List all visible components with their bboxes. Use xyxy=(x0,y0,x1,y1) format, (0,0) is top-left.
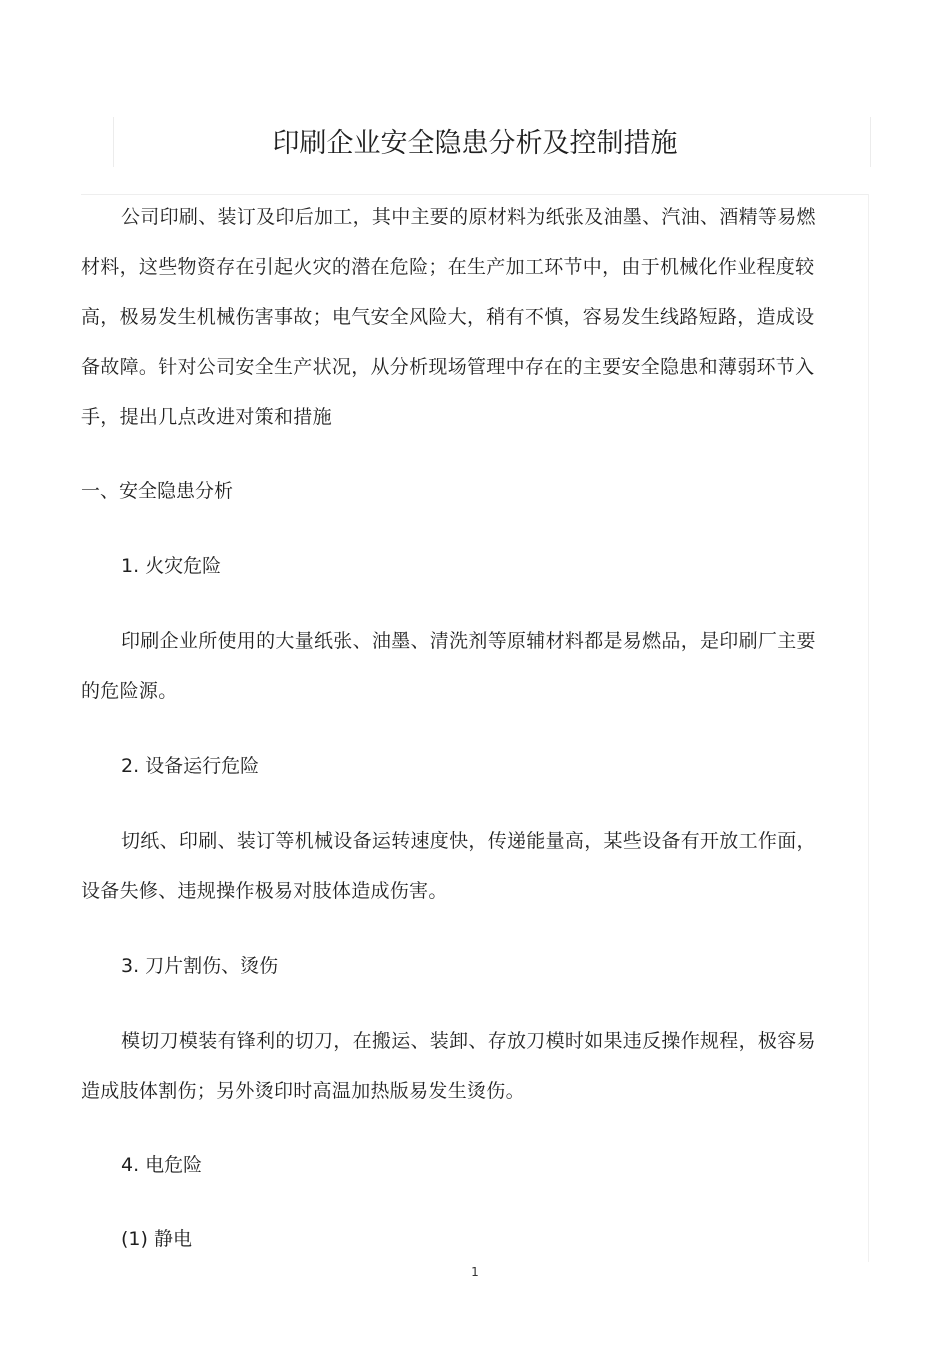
item-text-fire: 印刷企业所使用的大量纸张、油墨、清洗剂等原辅材料都是易燃品，是印刷厂主要的危险源。 xyxy=(81,630,816,702)
subitem-static: (1) 静电 xyxy=(121,1228,192,1250)
item-heading-cuts-burns: 3. 刀片割伤、烫伤 xyxy=(121,955,279,977)
document-title: 印刷企业安全隐患分析及控制措施 xyxy=(272,128,678,159)
item-text-cuts-burns: 模切刀模装有锋利的切刀，在搬运、装卸、存放刀模时如果违反操作规程，极容易造成肢体割伤；另外烫印时高温加热版易发生烫伤。 xyxy=(81,1030,816,1102)
item-heading-electric: 4. 电危险 xyxy=(121,1154,203,1176)
content-right-rule xyxy=(868,194,869,1262)
page-number: 1 xyxy=(471,1265,479,1279)
item-text-equipment: 切纸、印刷、装订等机械设备运转速度快，传递能量高，某些设备有开放工作面，设备失修、违规操作极易对肢体造成伤害。 xyxy=(81,830,816,902)
section-heading-1: 一、安全隐患分析 xyxy=(81,480,234,502)
intro-paragraph: 公司印刷、装订及印后加工，其中主要的原材料为纸张及油墨、汽油、酒精等易燃材料，这些物资存在引起火灾的潜在危险；在生产加工环节中，由于机械化作业程度较高，极易发生机械伤害事故；电气安全风险大，稍有不慎，容易发生线路短路，造成设备故障。针对公司安全生产状况，从分析现场管理中存在的主要安全隐患和薄弱环节入手，提出几点改进对策和措施 xyxy=(81,206,816,428)
item-heading-equipment: 2. 设备运行危险 xyxy=(121,755,260,777)
item-heading-fire: 1. 火灾危险 xyxy=(121,555,222,577)
